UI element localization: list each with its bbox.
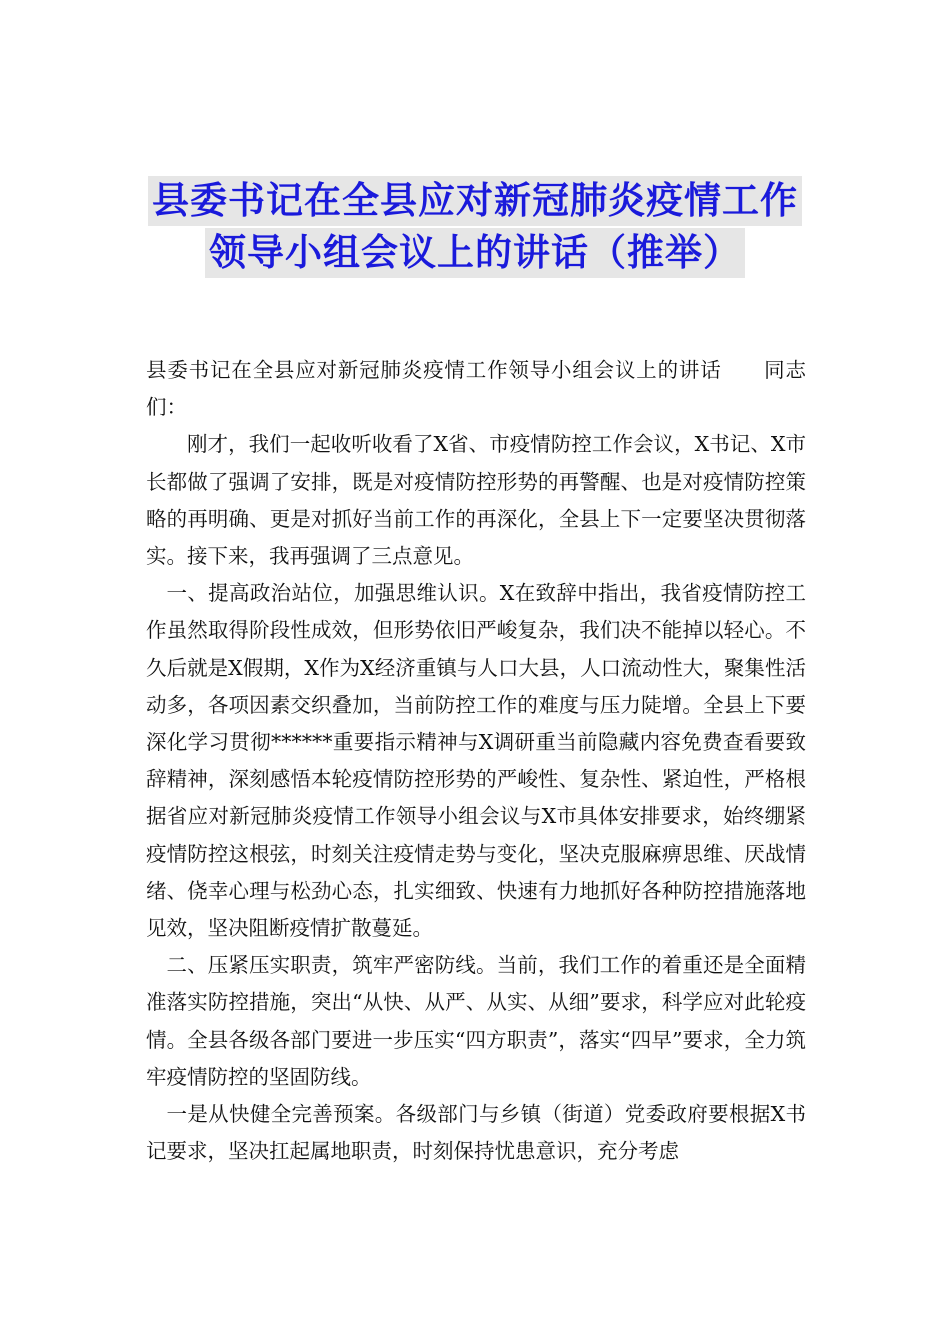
- title-line-1: 县委书记在全县应对新冠肺炎疫情工作: [148, 176, 802, 226]
- paragraph-intro: 刚才，我们一起收听收看了X省、市疫情防控工作会议，X书记、X市长都做了强调了安排，既是对疫情防控形势的再警醒、也是对疫情防控策略的再明确、更是对抓好当前工作的再深化，全县上下一定要坚决贯彻落实。接下来，我再强调了三点意见。: [146, 432, 806, 569]
- paragraph-sub-point-one: 一是从快健全完善预案。各级部门与乡镇（街道）党委政府要根据X书记要求，坚决扛起属地职责，时刻保持忧患意识，充分考虑: [146, 1102, 806, 1164]
- document-title: [0, 176, 950, 280]
- paragraph-point-one: 一、提高政治站位，加强思维认识。X在致辞中指出，我省疫情防控工作虽然取得阶段性成效，但形势依旧严峻复杂，我们决不能掉以轻心。不久后就是X假期，X作为X经济重镇与人口大县，人口流动性大，聚集性活动多，各项因素交织叠加，当前防控工作的难度与压力陡增。全县上下要深化学习贯彻******重要指示精神与X调研重当前隐藏内容免费查看要致辞精神，深刻感悟本轮疫情防控形势的严峻性、复杂性、紧迫性，严格根据省应对新冠肺炎疫情工作领导小组会议与X市具体安排要求，始终绷紧疫情防控这根弦，时刻关注疫情走势与变化，坚决克服麻痹思维、厌战情绪、侥幸心理与松劲心态，扎实细致、快速有力地抓好各种防控措施落地见效，坚决阻断疫情扩散蔓延。: [146, 581, 806, 941]
- title-line-2: 领导小组会议上的讲话（推举）: [205, 228, 745, 278]
- paragraph-point-two: 二、压紧压实职责，筑牢严密防线。当前，我们工作的着重还是全面精准落实防控措施，突出“从快、从严、从实、从细”要求，科学应对此轮疫情。全县各级各部门要进一步压实“四方职责”，落实“四早”要求，全力筑牢疫情防控的坚固防线。: [146, 953, 806, 1089]
- paragraph-opening: 县委书记在全县应对新冠肺炎疫情工作领导小组会议上的讲话 同志们：: [146, 358, 806, 420]
- document-body: [146, 352, 806, 1170]
